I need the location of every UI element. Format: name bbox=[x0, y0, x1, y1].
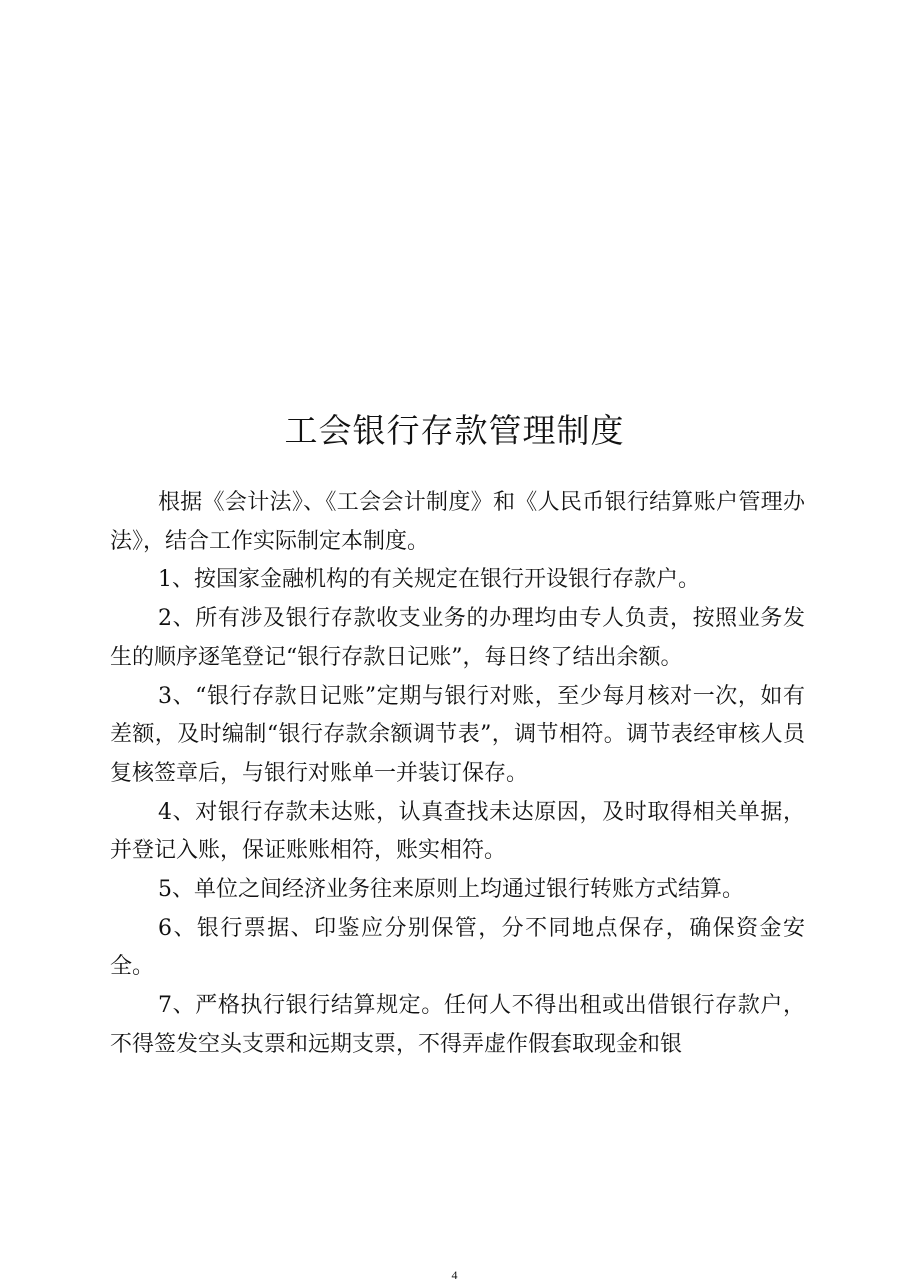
paragraph-item-7: 7、严格执行银行结算规定。任何人不得出租或出借银行存款户，不得签发空头支票和远期支票，不得弄虚作假套取现金和银 bbox=[110, 993, 805, 1057]
page-number: 4 bbox=[451, 1268, 458, 1282]
paragraph-intro: 根据《会计法》、《工会会计制度》和《人民币银行结算账户管理办法》，结合工作实际制定本制度。 bbox=[110, 490, 805, 554]
paragraph-item-4: 4、对银行存款未达账，认真查找未达原因，及时取得相关单据，并登记入账，保证账账相符，账实相符。 bbox=[110, 799, 805, 864]
paragraph-item-1: 1、按国家金融机构的有关规定在银行开设银行存款户。 bbox=[158, 567, 700, 593]
paragraph-item-3: 3、“银行存款日记账”定期与银行对账，至少每月核对一次，如有差额，及时编制“银行存款余额调节表”，调节相符。调节表经审核人员复核签章后，与银行对账单一并装订保存。 bbox=[110, 683, 805, 786]
paragraph-item-2: 2、所有涉及银行存款收支业务的办理均由专人负责，按照业务发生的顺序逐笔登记“银行存款日记账”，每日终了结出余额。 bbox=[110, 606, 805, 670]
document-title: 工会银行存款管理制度 bbox=[284, 411, 625, 451]
document-body bbox=[110, 484, 805, 1065]
paragraph-item-6: 6、银行票据、印鉴应分别保管，分不同地点保存，确保资金安全。 bbox=[110, 915, 805, 980]
paragraph-item-5: 5、单位之间经济业务往来原则上均通过银行转账方式结算。 bbox=[158, 877, 744, 903]
